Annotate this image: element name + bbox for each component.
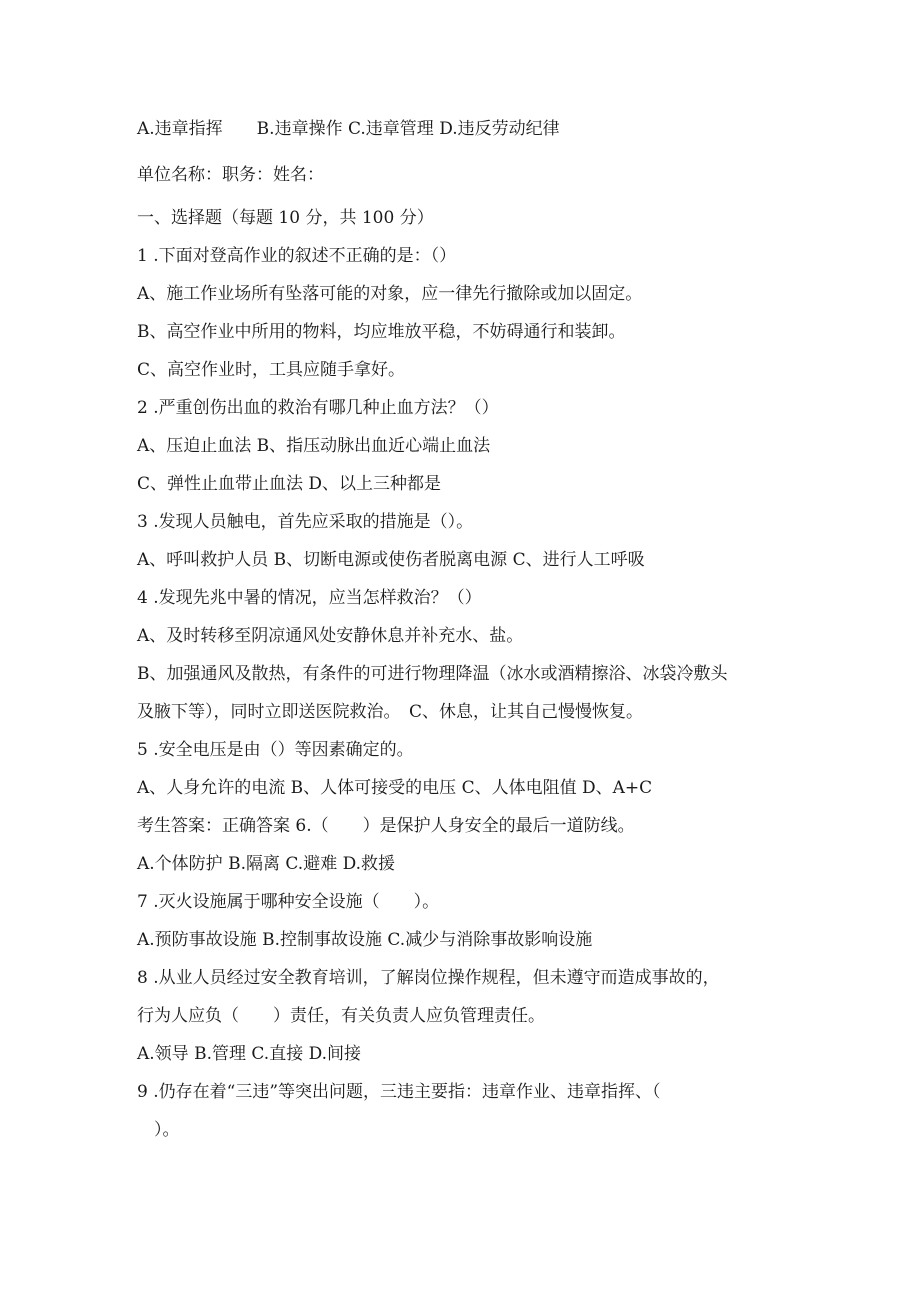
section-title: 一、选择题（每题 10 分，共 100 分）: [137, 208, 434, 228]
question-3: 3 .发现人员触电，首先应采取的措施是（）。: [137, 512, 474, 532]
question-2: 2 .严重创伤出血的救治有哪几种止血方法？（）: [137, 398, 499, 418]
question-5: 5 .安全电压是由（）等因素确定的。: [137, 740, 414, 760]
q4-option-b: B、加强通风及散热，有条件的可进行物理降温（冰水或酒精擦浴、冰袋冷敷头: [137, 664, 728, 684]
question-8-cont: 行为人应负（ ）责任，有关负责人应负管理责任。: [137, 1006, 545, 1026]
question-8: 8 .从业人员经过安全教育培训，了解岗位操作规程，但未遵守而造成事故的，: [137, 968, 720, 988]
question-1: 1 .下面对登高作业的叙述不正确的是：（）: [137, 246, 457, 266]
q4-option-b-cont: 及腋下等），同时立即送医院救治。 C、休息，让其自己慢慢恢复。: [137, 702, 644, 722]
q5-options: A、人身允许的电流 B、人体可接受的电压 C、人体电阻值 D、A+C: [137, 778, 653, 798]
question-9: 9 .仍存在着“三违”等突出问题，三违主要指：违章作业、违章指挥、（: [137, 1082, 661, 1102]
q8-options: A.领导 B.管理 C.直接 D.间接: [137, 1044, 362, 1064]
question-6: 考生答案：正确答案 6.（ ）是保护人身安全的最后一道防线。: [137, 816, 635, 836]
q3-options: A、呼叫救护人员 B、切断电源或使伤者脱离电源 C、进行人工呼吸: [137, 550, 645, 570]
q6-options: A.个体防护 B.隔离 C.避难 D.救援: [137, 854, 396, 874]
header-fields: 单位名称：职务：姓名：: [137, 165, 324, 185]
q2-options-ab: A、压迫止血法 B、指压动脉出血近心端止血法: [137, 436, 491, 456]
q-prev-options: A.违章指挥 B.违章操作 C.违章管理 D.违反劳动纪律: [137, 119, 560, 139]
question-7: 7 .灭火设施属于哪种安全设施（ ）。: [137, 892, 440, 912]
q4-option-a: A、及时转移至阴凉通风处安静休息并补充水、盐。: [137, 626, 524, 646]
q7-options: A.预防事故设施 B.控制事故设施 C.减少与消除事故影响设施: [137, 930, 593, 950]
q1-option-a: A、施工作业场所有坠落可能的对象，应一律先行撤除或加以固定。: [137, 284, 643, 304]
q1-option-b: B、高空作业中所用的物料，均应堆放平稳，不妨碍通行和装卸。: [137, 322, 626, 342]
q2-options-cd: C、弹性止血带止血法 D、以上三种都是: [137, 474, 442, 494]
q1-option-c: C、高空作业时，工具应随手拿好。: [137, 360, 406, 380]
question-9-cont: ）。: [137, 1120, 180, 1140]
question-4: 4 .发现先兆中暑的情况，应当怎样救治？（）: [137, 588, 482, 608]
